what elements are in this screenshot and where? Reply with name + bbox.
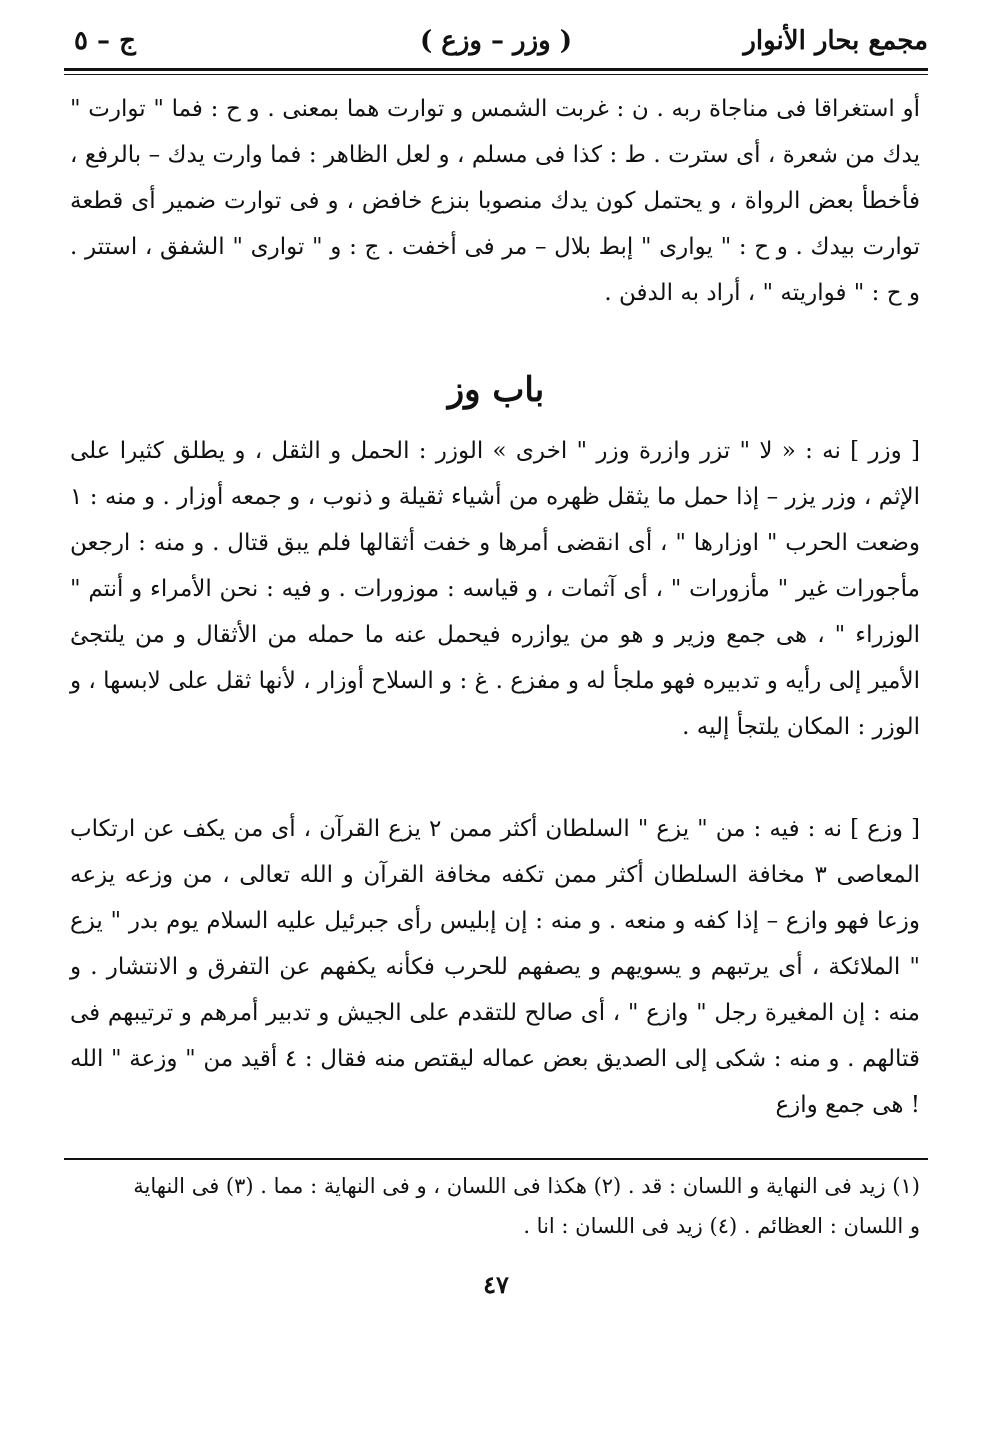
- running-header: [64, 20, 928, 64]
- chapter-title: باب وز: [447, 370, 545, 410]
- entry-waza-text: [ وزع ] نه : فيه : من " يزع " السلطان أكثر ممن ٢ يزع القرآن ، أى من يكف عن ارتكاب المعاصى ٣ مخافة السلطان أكثر ممن تكفه مخافة القرآن و الله تعالى ، من وزعه يزعه وزعا فهو وازع – إذا كفه و منعه . و منه : إن إبليس رأى جبرئيل عليه السلام يوم بدر " يزع " الملائكة ، أى يرتبهم و يسويهم و يصفهم للحرب فكأنه يكفهم عن التفرق و الانتشار . و منه : إن المغيرة رجل " وازع " ، أى صالح للتقدم على الجيش و تدبير أمرهم و ترتيبهم فى قتالهم . و منه : شكى إلى الصديق بعض عماله ليقتص منه فقال : ٤ أقيد من " وزعة " الله ! هى جمع وازع: [70, 816, 921, 1118]
- footnote-line-2: و اللسان : العظائم . (٤) زيد فى اللسان : انا .: [523, 1214, 920, 1238]
- header-rule-thin: [64, 74, 928, 75]
- footnote-line-1: (١) زيد فى النهاية و اللسان : قد . (٢) هكذا فى اللسان ، و فى النهاية : مما . (٣) فى النهاية: [133, 1174, 920, 1198]
- footnotes: [74, 1166, 920, 1246]
- page-number: ٤٧: [483, 1270, 509, 1299]
- header-rule-thick: [64, 68, 928, 71]
- opening-paragraph: [70, 86, 920, 316]
- entry-waza: [70, 806, 920, 1128]
- paragraph-text: أو استغراقا فى مناجاة ربه . ن : غربت الشمس و توارت هما بمعنى . و ح : فما " توارت " يدك من شعرة ، أى سترت . ط : كذا فى مسلم ، و لعل الظاهر : فما وارت يدك – بالرفع ، فأخطأ بعض الرواة ، و يحتمل كون يدك منصوبا بنزع خافض ، و فى توارت ضمير أى قطعة توارت بيدك . و ح : " يوارى " إبط بلال – مر فى أخفت . ج : و " توارى " الشفق ، استتر . و ح : " فواريته " ، أراد به الدفن .: [70, 96, 920, 306]
- footnote-rule: [64, 1158, 928, 1160]
- book-title: مجمع بحار الأنوار: [743, 26, 928, 56]
- entry-wazar-text: [ وزر ] نه : « لا " تزر وازرة وزر " اخرى » الوزر : الحمل و الثقل ، و يطلق كثيرا على الإثم ، وزر يزر – إذا حمل ما يثقل ظهره من أشياء ثقيلة و ذنوب ، و جمعه أوزار . و منه : ١ وضعت الحرب " اوزارها " ، أى انقضى أمرها و خفت أثقالها فلم يبق قتال . و منه : ارجعن مأجورات غير " مأزورات " ، أى آثمات ، و قياسه : موزورات . و فيه : نحن الأمراء و أنتم " الوزراء " ، هى جمع وزير و هو من يوازره فيحمل عنه ما حمله من الأثقال و من يلتجئ الأمير إلى رأيه و تدبيره فهو ملجأ له و مفزع . غ : و السلاح أوزار ، لأنها ثقل على لابسها ، و الوزر : المكان يلتجأ إليه .: [69, 438, 920, 740]
- section-heading: ( وزر – وزع ): [419, 26, 573, 56]
- volume-label: ج – ٥: [74, 26, 136, 56]
- entry-wazar: [70, 428, 920, 750]
